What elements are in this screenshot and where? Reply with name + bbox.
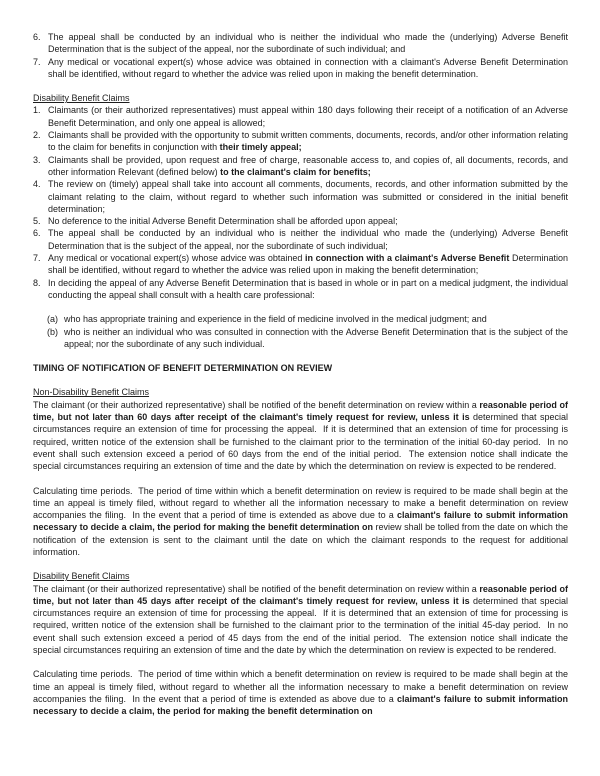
list-item <box>33 31 568 56</box>
heading-text: Non-Disability Benefit Claims <box>33 387 150 398</box>
text-segment-bold: to the claimant's claim for benefits; <box>220 166 371 177</box>
item-text <box>48 277 568 302</box>
text-segment-bold: their timely appeal; <box>219 142 302 153</box>
item-number: 7. <box>33 253 41 264</box>
spacer <box>33 558 568 570</box>
list-item <box>33 227 568 252</box>
item-number: 7. <box>33 56 41 67</box>
item-number: 8. <box>33 277 41 288</box>
list-item <box>33 277 568 302</box>
text-segment: Claimants shall be provided, upon request and free of charge, reasonable access to, and copies of, all documents, records, and other information Relevant (defined below) <box>48 154 568 177</box>
list-item <box>33 215 568 227</box>
disability-calculating-paragraph <box>33 668 568 717</box>
item-text <box>64 313 568 325</box>
timing-section-heading: TIMING OF NOTIFICATION OF BENEFIT DETERMINATION ON REVIEW <box>33 363 333 374</box>
disability-benefit-claims-heading <box>33 92 568 104</box>
text-segment: who is neither an individual who was consulted in connection with the Adverse Benefit Determination that is the subject of the appeal; nor the subordinate of any such individual. <box>64 326 568 349</box>
item-number: 6. <box>33 228 41 239</box>
spacer <box>33 374 568 386</box>
text-segment: The appeal shall be conducted by an individual who is neither the individual who made the (underlying) Adverse Benefit Determination that is the subject of the appeal, nor the subordinate of such individual; <box>48 228 568 251</box>
item-text <box>48 56 568 81</box>
item-number: 3. <box>33 154 41 165</box>
text-segment-bold: in connection with a claimant's Adverse Benefit <box>305 253 510 264</box>
item-text <box>48 31 568 56</box>
item-number: 4. <box>33 179 41 190</box>
item-text <box>48 129 568 154</box>
text-segment-bold: reasonable period of time, but not later than 45 days after receipt of the claimant's timely request for review, unless it is <box>33 583 568 606</box>
heading-text: Disability Benefit Claims <box>33 571 130 582</box>
text-segment-bold: claimant's failure to submit information necessary to decide a claim, the period for making the benefit determination on <box>33 510 568 533</box>
item-number: 5. <box>33 216 41 227</box>
item-number: 1. <box>33 105 41 116</box>
text-segment: Claimants shall be provided with the opportunity to submit written comments, documents, records, and/or other information relating to the claim for benefits in conjunction with <box>48 130 568 153</box>
disability-determination-paragraph <box>33 583 568 657</box>
text-segment: who has appropriate training and experience in the field of medicine involved in the medical judgment; and <box>64 314 487 325</box>
sub-list-item <box>47 313 568 325</box>
disability-benefit-claims-review-heading <box>33 570 568 582</box>
list-item <box>33 178 568 215</box>
text-segment: Calculating time periods. The period of time within which a benefit determination on review is required to be made shall begin at the time an appeal is timely filed, without regard to whether all the information necessary to make a benefit determination on review accompanies the filing. In the event that a period of time is extended as above due to a <box>33 669 568 704</box>
item-text <box>48 178 568 215</box>
item-marker: (b) <box>47 326 58 337</box>
text-segment: Any medical or vocational expert(s) whose advice was obtained <box>48 253 306 264</box>
non-disability-benefit-claims-heading <box>33 386 568 398</box>
text-segment: In deciding the appeal of any Adverse Benefit Determination that is based in whole or in part on a medical judgment, the individual conducting the appeal shall consult with a health care professional: <box>48 277 568 300</box>
text-segment: Claimants (or their authorized representatives) must appeal within 180 days following their receipt of a notification of an Adverse Benefit Determination, and only one appeal is allowed; <box>48 105 568 128</box>
spacer <box>33 301 568 313</box>
text-segment: The review on (timely) appeal shall take into account all comments, documents, records, and other information submitted by the claimant relating to the claim, without regard to whether such information was submitted or considered in the initial benefit determination; <box>48 179 568 214</box>
item-text <box>48 252 568 277</box>
text-segment-bold: claimant's failure to submit information necessary to decide a claim, the period for making the benefit determination on <box>33 693 568 717</box>
text-segment: No deference to the initial Adverse Benefit Determination shall be afforded upon appeal; <box>48 216 398 227</box>
text-segment-bold: reasonable period of time, but not later than 60 days after receipt of the claimant's timely request for review, unless it is <box>33 399 568 423</box>
item-number: 6. <box>33 32 41 42</box>
list-item <box>33 56 568 81</box>
text-segment: Determination shall be identified, without regard to whether the advice was relied upon in making the benefit determination; <box>48 253 568 276</box>
heading-text: Disability Benefit Claims <box>33 93 130 104</box>
list-item <box>33 252 568 277</box>
item-text <box>64 326 568 351</box>
text-segment: Any medical or vocational expert(s) whose advice was obtained in connection with a claimant's Adverse Benefit Determination shall be identified, without regard to whether the advice was relied upon in making the benefit determination. <box>48 56 568 79</box>
text-segment: determined that special circumstances require an extension of time for processing the appeal. If it is determined that an extension of time for processing is required, written notice of the extension shall be furnished to the claimant prior to the termination of the initial 45-day period. In no event shall such extension exceed a period of 45 days from the end of the initial period. The extension notice shall indicate the special circumstances requiring an extension of time and the date by which the determination on review is expected to be rendered. <box>33 595 568 656</box>
item-marker: (a) <box>47 314 58 325</box>
non-disability-calculating-paragraph <box>33 485 568 559</box>
sub-list-item <box>47 326 568 351</box>
spacer <box>33 656 568 668</box>
list-item <box>33 154 568 179</box>
item-number: 2. <box>33 130 41 141</box>
text-segment: The claimant (or their authorized representative) shall be notified of the benefit determination on review within a <box>33 399 480 410</box>
spacer <box>33 350 568 362</box>
item-text <box>48 154 568 179</box>
list-item <box>33 104 568 129</box>
text-segment: review shall be tolled from the date on which the notification of the extension is sent to the claimant until the date on which the claimant responds to the request for additional information. <box>33 522 568 557</box>
text-segment: The claimant (or their authorized representative) shall be notified of the benefit determination on review within a <box>33 583 480 594</box>
item-text <box>48 215 568 227</box>
list-item <box>33 129 568 154</box>
text-segment: The appeal shall be conducted by an individual who is neither the individual who made the (underlying) Adverse Benefit Determination that is the subject of the appeal, nor the subordinate of such individual; and <box>48 32 568 55</box>
text-segment: determined that special circumstances require an extension of time for processing the appeal. If it is determined that an extension of time for processing is required, written notice of the extension shall be furnished to the claimant prior to the termination of the initial 60-day period. In no event shall such extension exceed a period of 60 days from the end of the initial period. The extension notice shall indicate the special circumstances requiring an extension of time and the date by which the determination on review is expected to be rendered. <box>33 412 568 472</box>
item-text <box>48 227 568 252</box>
item-text <box>48 104 568 129</box>
spacer <box>33 80 568 92</box>
non-disability-determination-paragraph <box>33 399 568 473</box>
spacer <box>33 473 568 485</box>
text-segment: Calculating time periods. The period of time within which a benefit determination on review is required to be made shall begin at the time an appeal is timely filed, without regard to whether all the information necessary to make a benefit determination on review accompanies the filing. In the event that a period of time is extended as above due to a <box>33 485 568 521</box>
